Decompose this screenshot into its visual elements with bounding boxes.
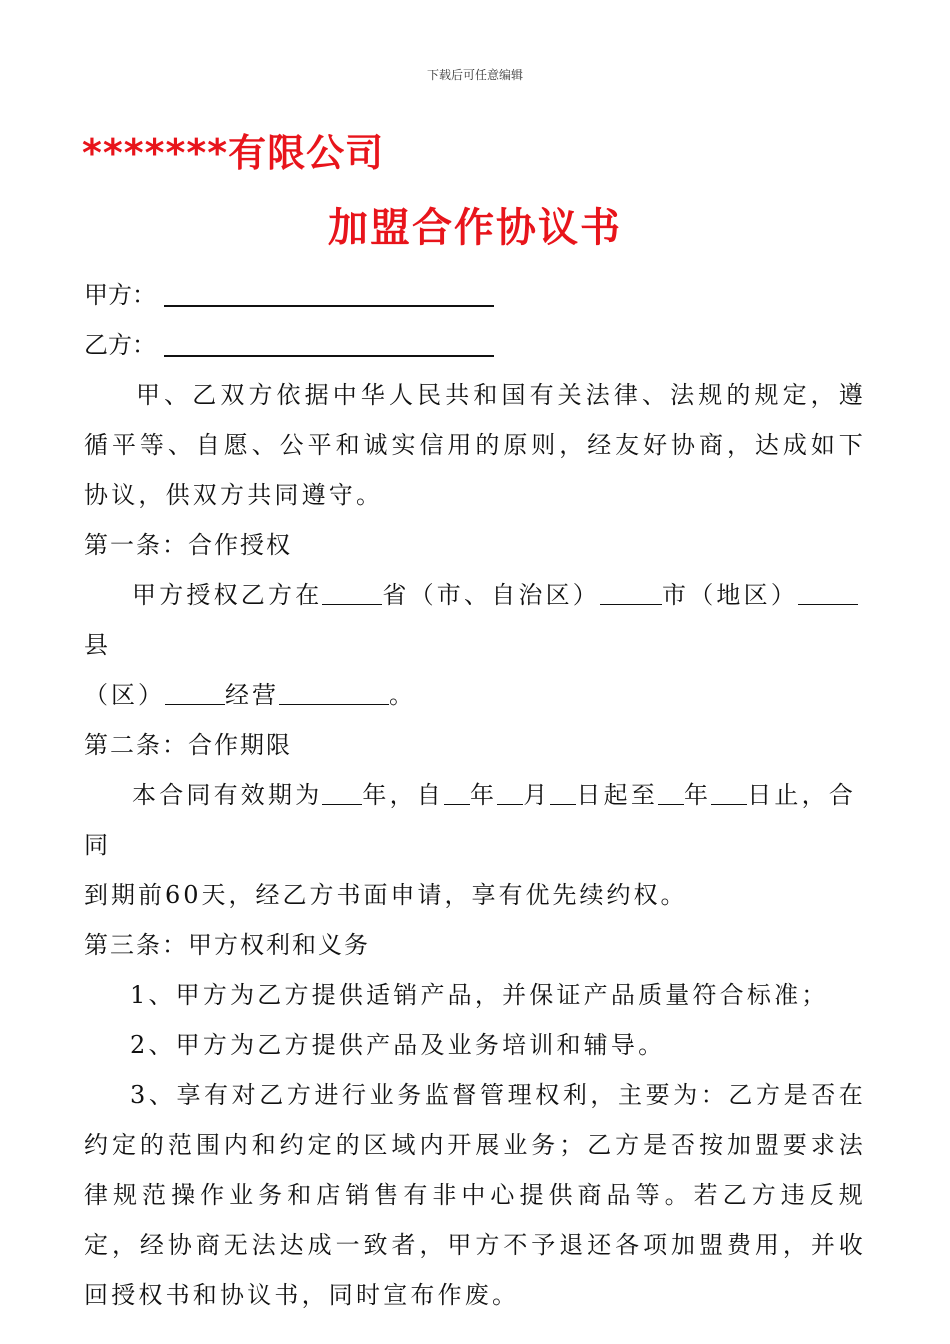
article3-item: 2、甲方为乙方提供产品及业务培训和辅导。 <box>130 1031 666 1059</box>
article1-body <box>84 570 866 670</box>
district-blank <box>165 682 225 705</box>
article3-title: 第三条：甲方权利和义务 <box>84 931 370 959</box>
article2-text: 日止，合同 <box>84 781 857 859</box>
article2-text: 年 <box>684 781 712 809</box>
article1-text: （区） <box>84 681 165 709</box>
city-blank <box>600 582 662 605</box>
start-day-blank <box>550 782 576 805</box>
article2-text: 日起至 <box>576 781 659 809</box>
party-a-blank <box>164 279 494 307</box>
preamble: 甲、乙双方依据中华人民共和国有关法律、法规的规定，遵循平等、自愿、公平和诚实信用的原则，经友好协商，达成如下协议，供双方共同遵守。 <box>84 381 866 509</box>
article1-title: 第一条：合作授权 <box>84 531 292 559</box>
article1-text: 。 <box>389 681 416 709</box>
article1-text: 县 <box>84 631 112 659</box>
end-year-blank <box>658 782 684 805</box>
province-blank <box>322 582 382 605</box>
article1-text: 市（地区） <box>662 581 799 609</box>
county-blank <box>798 582 858 605</box>
start-month-blank <box>497 782 523 805</box>
article1-text: 省（市、自治区） <box>382 581 601 609</box>
article2-body-cont: 到期前60天，经乙方书面申请，享有优先续约权。 <box>84 881 688 909</box>
article2-text: 月 <box>523 781 551 809</box>
header-note: 下载后可任意编辑 <box>426 68 523 82</box>
article2-text: 年，自 <box>362 781 445 809</box>
document-title: 加盟合作协议书 <box>328 205 622 251</box>
party-a-label: 甲方： <box>84 281 156 309</box>
article1-body-cont <box>84 670 866 720</box>
article2-body <box>84 770 866 870</box>
document-body <box>84 270 866 1320</box>
start-year-blank <box>444 782 470 805</box>
business-scope-blank <box>279 682 389 705</box>
party-b-blank <box>164 329 494 357</box>
article2-text: 年 <box>470 781 498 809</box>
article2-title: 第二条：合作期限 <box>84 731 292 759</box>
article3-item: 1、甲方为乙方提供适销产品，并保证产品质量符合标准； <box>130 981 829 1009</box>
party-b-label: 乙方： <box>84 331 156 359</box>
company-name: *******有限公司 <box>82 131 385 175</box>
term-years-blank <box>322 782 362 805</box>
article1-text: 甲方授权乙方在 <box>132 581 323 609</box>
article3-item: 3、享有对乙方进行业务监督管理权利，主要为：乙方是否在约定的范围内和约定的区域内开展业务；乙方是否按加盟要求法律规范操作业务和店销售有非中心提供商品等。若乙方违反规定，经协商无法达成一致者，甲方不予退还各项加盟费用，并收回授权书和协议书，同时宣布作废。 <box>84 1081 866 1309</box>
article2-text: 本合同有效期为 <box>132 781 323 809</box>
end-day-blank <box>711 782 747 805</box>
party-b-line <box>84 320 866 370</box>
party-a-line <box>84 270 866 320</box>
article1-text: 经营 <box>225 681 279 709</box>
